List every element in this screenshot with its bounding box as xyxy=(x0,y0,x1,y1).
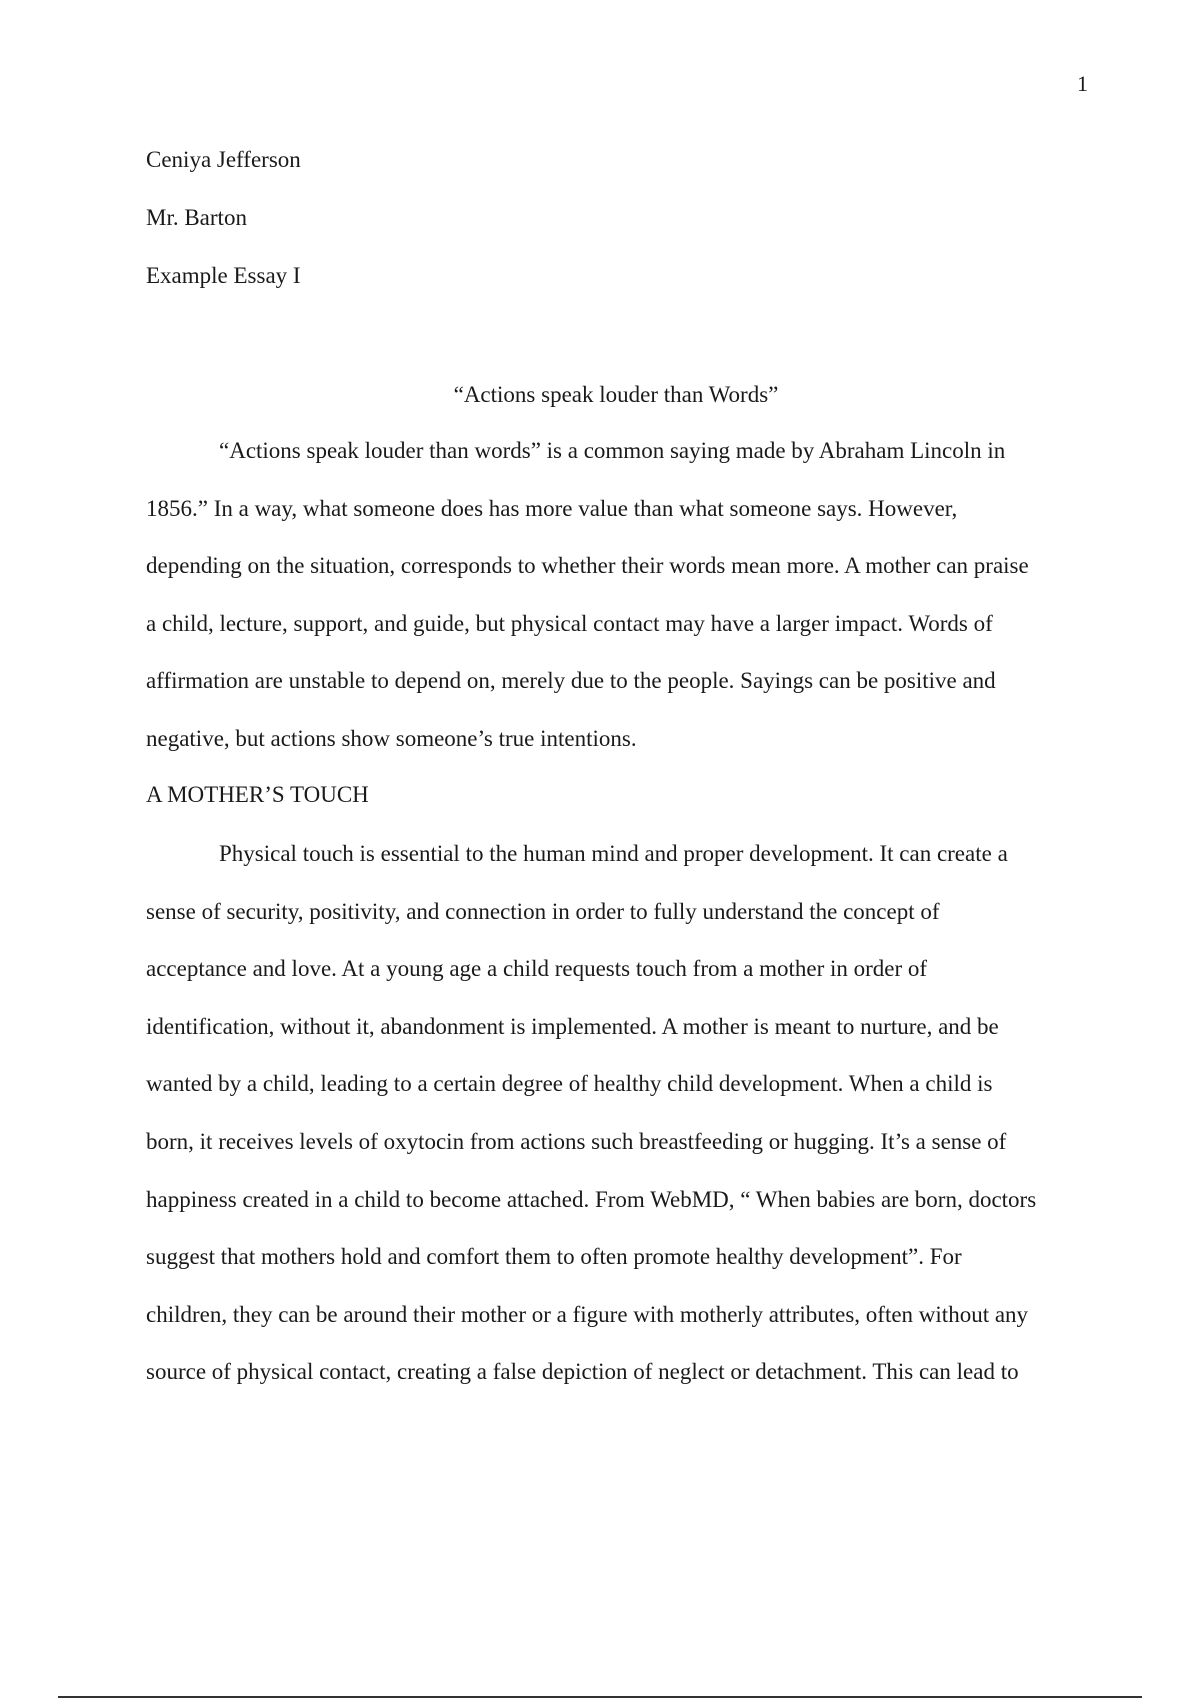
body-line: wanted by a child, leading to a certain degree of healthy child development. When a child is xyxy=(146,1071,993,1097)
intro-line: 1856.” In a way, what someone does has more value than what someone says. However, xyxy=(146,495,958,521)
page-number: 1 xyxy=(1077,71,1088,96)
course-name: Example Essay I xyxy=(146,263,301,288)
intro-line: negative, but actions show someone’s true intentions. xyxy=(146,725,637,751)
body-line: source of physical contact, creating a false depiction of neglect or detachment. This can lead to xyxy=(146,1359,1019,1385)
body-line: happiness created in a child to become attached. From WebMD, “ When babies are born, doctors xyxy=(146,1186,1037,1212)
intro-paragraph xyxy=(146,422,1086,768)
body-line: identification, without it, abandonment is implemented. A mother is meant to nurture, and be xyxy=(146,1013,999,1039)
intro-line: a child, lecture, support, and guide, but physical contact may have a larger impact. Words of xyxy=(146,610,993,636)
body-line: suggest that mothers hold and comfort them to often promote healthy development”. For xyxy=(146,1244,962,1270)
page-bottom-rule xyxy=(58,1696,1142,1698)
essay-title: “Actions speak louder than Words” xyxy=(453,382,779,407)
intro-line: depending on the situation, corresponds to whether their words mean more. A mother can praise xyxy=(146,553,1029,579)
body-line: sense of security, positivity, and connection in order to fully understand the concept of xyxy=(146,898,940,924)
instructor-name: Mr. Barton xyxy=(146,205,247,230)
body-line: born, it receives levels of oxytocin from actions such breastfeeding or hugging. It’s a sense of xyxy=(146,1128,1007,1154)
body-line: children, they can be around their mother or a figure with motherly attributes, often without any xyxy=(146,1301,1029,1327)
intro-line: “Actions speak louder than words” is a common saying made by Abraham Lincoln in xyxy=(219,438,1006,463)
body-line: Physical touch is essential to the human mind and proper development. It can create a xyxy=(219,841,1008,866)
section-heading: A MOTHER’S TOUCH xyxy=(146,782,369,807)
body-paragraph xyxy=(146,825,1086,1401)
author-name: Ceniya Jefferson xyxy=(146,147,301,172)
body-line: acceptance and love. At a young age a child requests touch from a mother in order of xyxy=(146,956,928,982)
intro-line: affirmation are unstable to depend on, merely due to the people. Sayings can be positive and xyxy=(146,668,996,694)
